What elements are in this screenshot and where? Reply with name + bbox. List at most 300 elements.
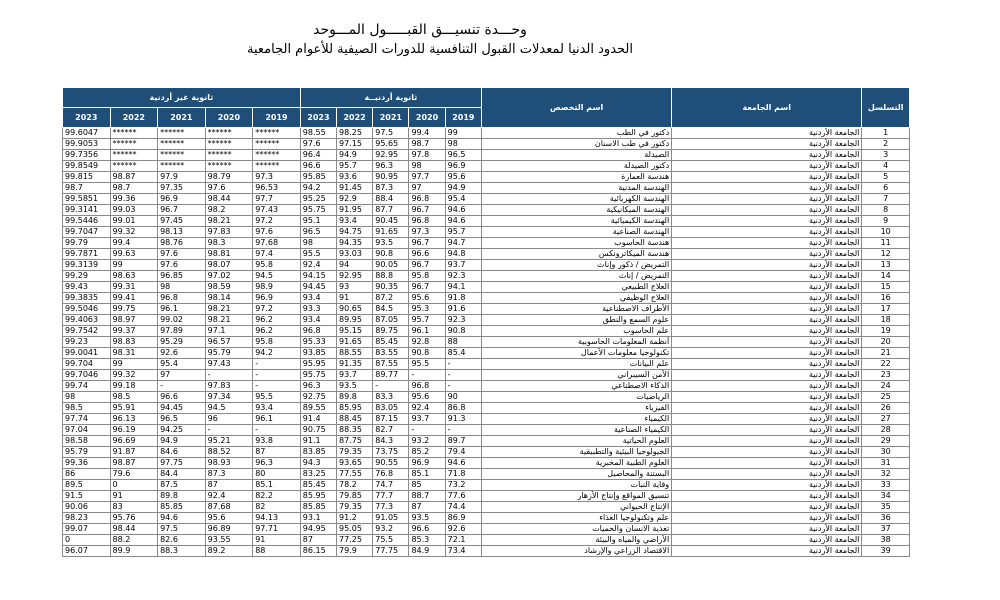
jordanian-value: 96.5 — [300, 227, 336, 238]
major-name: هندسة الحاسوب — [481, 238, 671, 249]
jordanian-value: 83.05 — [373, 403, 409, 414]
serial-number: 20 — [862, 337, 910, 348]
non-jordanian-value: 99.9053 — [63, 139, 111, 150]
serial-number: 4 — [862, 161, 910, 172]
non-jordanian-value: 82.2 — [253, 491, 301, 502]
jordanian-value: 89.75 — [373, 326, 409, 337]
jordanian-value: 84.9 — [409, 546, 445, 557]
table-row — [63, 150, 910, 161]
jordanian-value: 91 — [337, 293, 373, 304]
table-row — [63, 172, 910, 183]
non-jordanian-value: 88 — [253, 546, 301, 557]
non-jordanian-value: 84.4 — [158, 469, 206, 480]
non-jordanian-value: 98.3 — [205, 238, 253, 249]
non-jordanian-value: 97.2 — [253, 216, 301, 227]
non-jordanian-value: 99.37 — [110, 326, 158, 337]
major-name: تغذية الانسان والحميات — [481, 524, 671, 535]
jordanian-value: 90.55 — [373, 458, 409, 469]
jordanian-value: 93.4 — [337, 216, 373, 227]
major-name: الإنتاج الحيواني — [481, 502, 671, 513]
non-jordanian-value: 97.6 — [205, 183, 253, 194]
jordanian-value: 93.1 — [300, 513, 336, 524]
non-jordanian-value: 95.5 — [253, 392, 301, 403]
jordanian-value: 83.85 — [300, 447, 336, 458]
university-name: الجامعة الأردنية — [672, 227, 862, 238]
university-name: الجامعة الأردنية — [672, 491, 862, 502]
non-jordanian-value: 85.85 — [158, 502, 206, 513]
non-jordanian-value: 97.34 — [205, 392, 253, 403]
university-name: الجامعة الأردنية — [672, 469, 862, 480]
serial-number: 9 — [862, 216, 910, 227]
table-row — [63, 337, 910, 348]
jordanian-value: 96.5 — [445, 150, 481, 161]
non-jordanian-value: 99.32 — [110, 227, 158, 238]
university-name: الجامعة الأردنية — [672, 535, 862, 546]
non-jordanian-value: 91.87 — [110, 447, 158, 458]
non-jordanian-value: 98.97 — [110, 315, 158, 326]
jordanian-value: 88.45 — [337, 414, 373, 425]
jordanian-value: 93.7 — [445, 260, 481, 271]
jordanian-value: 87.3 — [373, 183, 409, 194]
col-major: اسم التخصص — [481, 88, 671, 128]
jordanian-value: 93.5 — [409, 513, 445, 524]
non-jordanian-value: 98.07 — [205, 260, 253, 271]
major-name: البستنة والمحاصيل — [481, 469, 671, 480]
jordanian-value: 92.9 — [337, 194, 373, 205]
major-name: العلوم الطبية المخبرية — [481, 458, 671, 469]
jordanian-value: 90 — [445, 392, 481, 403]
non-jordanian-value: 85.1 — [253, 480, 301, 491]
jordanian-value: 92.4 — [300, 260, 336, 271]
serial-number: 32 — [862, 469, 910, 480]
jordanian-value: 93.7 — [409, 414, 445, 425]
university-name: الجامعة الأردنية — [672, 271, 862, 282]
university-name: الجامعة الأردنية — [672, 337, 862, 348]
non-jordanian-value: 99.3141 — [63, 205, 111, 216]
jordanian-value: 93.7 — [337, 370, 373, 381]
jordanian-value: 94.45 — [300, 282, 336, 293]
jordanian-value: - — [445, 370, 481, 381]
university-name: الجامعة الأردنية — [672, 436, 862, 447]
major-name: الهندسة الصناعية — [481, 227, 671, 238]
university-name: الجامعة الأردنية — [672, 370, 862, 381]
serial-number: 39 — [862, 546, 910, 557]
non-jordanian-value: 93.4 — [253, 403, 301, 414]
jordanian-value: 87.7 — [373, 205, 409, 216]
non-jordanian-value: 97.74 — [63, 414, 111, 425]
non-jordanian-value: 98.44 — [110, 524, 158, 535]
major-name: العلاج الوظيفي — [481, 293, 671, 304]
serial-number: 3 — [862, 150, 910, 161]
jordanian-value: 77.75 — [373, 546, 409, 557]
non-jordanian-value: 92.4 — [205, 491, 253, 502]
university-name: الجامعة الأردنية — [672, 546, 862, 557]
jordanian-value: 95.4 — [445, 194, 481, 205]
table-row — [63, 436, 910, 447]
jordanian-value: 96.6 — [300, 161, 336, 172]
non-jordanian-value: 99.41 — [110, 293, 158, 304]
non-jordanian-value: 0 — [110, 480, 158, 491]
year-header: 2019 — [445, 108, 481, 128]
jordanian-value: 88.35 — [337, 425, 373, 436]
table-row — [63, 139, 910, 150]
non-jordanian-value: ****** — [110, 139, 158, 150]
serial-number: 27 — [862, 414, 910, 425]
jordanian-value: 95.95 — [300, 359, 336, 370]
major-name: هندسة الميكاترونكس — [481, 249, 671, 260]
table-row — [63, 128, 910, 139]
non-jordanian-value: - — [253, 370, 301, 381]
jordanian-value: 98 — [300, 238, 336, 249]
non-jordanian-value: 99.7871 — [63, 249, 111, 260]
jordanian-value: 93.3 — [300, 304, 336, 315]
page-title: وحـــدة تنسيـــق القبـــــول المـــوحد — [313, 22, 527, 38]
serial-number: 29 — [862, 436, 910, 447]
jordanian-value: 91.8 — [445, 293, 481, 304]
non-jordanian-value: 99.79 — [63, 238, 111, 249]
table-row — [63, 194, 910, 205]
jordanian-value: 77.25 — [337, 535, 373, 546]
non-jordanian-value: 99.7046 — [63, 370, 111, 381]
jordanian-value: 74.4 — [445, 502, 481, 513]
jordanian-value: 89.7 — [445, 436, 481, 447]
jordanian-value: 95.25 — [300, 194, 336, 205]
non-jordanian-value: - — [205, 370, 253, 381]
jordanian-value: 90.95 — [373, 172, 409, 183]
non-jordanian-value: 97.4 — [253, 249, 301, 260]
jordanian-value: 77.3 — [373, 502, 409, 513]
jordanian-value: 72.1 — [445, 535, 481, 546]
non-jordanian-value: 86 — [63, 469, 111, 480]
jordanian-value: 94.6 — [445, 216, 481, 227]
table-row — [63, 480, 910, 491]
jordanian-value: 88.8 — [373, 271, 409, 282]
jordanian-value: 94.95 — [300, 524, 336, 535]
jordanian-value: 93 — [337, 282, 373, 293]
jordanian-value: 77.55 — [337, 469, 373, 480]
jordanian-value: 94.7 — [445, 238, 481, 249]
major-name: أنظمة المعلومات الحاسوبية — [481, 337, 671, 348]
non-jordanian-value: ****** — [158, 139, 206, 150]
university-name: الجامعة الأردنية — [672, 183, 862, 194]
serial-number: 36 — [862, 513, 910, 524]
non-jordanian-value: 97 — [158, 370, 206, 381]
jordanian-value: 89.77 — [373, 370, 409, 381]
non-jordanian-value: 99.7047 — [63, 227, 111, 238]
non-jordanian-value: 87 — [205, 480, 253, 491]
jordanian-value: 73.4 — [445, 546, 481, 557]
major-name: التمريض / ذكور وإناث — [481, 260, 671, 271]
non-jordanian-value: 97.9 — [158, 172, 206, 183]
jordanian-value: 95.8 — [409, 271, 445, 282]
jordanian-value: 83.3 — [373, 392, 409, 403]
non-jordanian-value: 96.85 — [158, 271, 206, 282]
jordanian-value: 84.5 — [373, 304, 409, 315]
serial-number: 7 — [862, 194, 910, 205]
non-jordanian-value: 97.89 — [158, 326, 206, 337]
non-jordanian-value: 99.815 — [63, 172, 111, 183]
serial-number: 13 — [862, 260, 910, 271]
table-row — [63, 381, 910, 392]
serial-number: 6 — [862, 183, 910, 194]
serial-number: 21 — [862, 348, 910, 359]
non-jordanian-value: 99.74 — [63, 381, 111, 392]
jordanian-value: 85.4 — [445, 348, 481, 359]
non-jordanian-value: 99 — [110, 260, 158, 271]
jordanian-value: 92.8 — [409, 337, 445, 348]
jordanian-value: 88.55 — [337, 348, 373, 359]
non-jordanian-value: 98.81 — [205, 249, 253, 260]
non-jordanian-value: 99.36 — [110, 194, 158, 205]
university-name: الجامعة الأردنية — [672, 326, 862, 337]
jordanian-value: 85.95 — [300, 491, 336, 502]
major-name: العلوم الحياتية — [481, 436, 671, 447]
jordanian-value: 90.8 — [445, 326, 481, 337]
non-jordanian-value: 98.7 — [63, 183, 111, 194]
non-jordanian-value: ****** — [253, 150, 301, 161]
jordanian-value: 95.6 — [409, 293, 445, 304]
non-jordanian-value: 95.29 — [158, 337, 206, 348]
non-jordanian-value: 99 — [110, 359, 158, 370]
jordanian-value: 93.2 — [373, 524, 409, 535]
jordanian-value: 91.6 — [445, 304, 481, 315]
non-jordanian-value: 98.21 — [205, 304, 253, 315]
major-name: الأطراف الاصطناعية — [481, 304, 671, 315]
jordanian-value: 97.5 — [373, 128, 409, 139]
jordanian-value: 85.45 — [300, 480, 336, 491]
table-row — [63, 535, 910, 546]
university-name: الجامعة الأردنية — [672, 458, 862, 469]
jordanian-value: 83.25 — [300, 469, 336, 480]
jordanian-value: 92.4 — [409, 403, 445, 414]
table-row — [63, 491, 910, 502]
non-jordanian-value: 87 — [253, 447, 301, 458]
non-jordanian-value: 97.75 — [158, 458, 206, 469]
non-jordanian-value: 99.07 — [63, 524, 111, 535]
jordanian-value: 79.35 — [337, 502, 373, 513]
non-jordanian-value: 97.6 — [253, 227, 301, 238]
jordanian-value: 85.3 — [409, 535, 445, 546]
non-jordanian-value: 98.44 — [205, 194, 253, 205]
non-jordanian-value: 98.21 — [205, 315, 253, 326]
non-jordanian-value: 90.06 — [63, 502, 111, 513]
non-jordanian-value: 94.5 — [205, 403, 253, 414]
university-name: الجامعة الأردنية — [672, 304, 862, 315]
jordanian-value: 96.9 — [445, 161, 481, 172]
major-name: العلاج الطبيعي — [481, 282, 671, 293]
serial-number: 26 — [862, 403, 910, 414]
jordanian-value: 91.65 — [373, 227, 409, 238]
non-jordanian-value: 98.2 — [205, 205, 253, 216]
non-jordanian-value: ****** — [158, 161, 206, 172]
non-jordanian-value: 88.3 — [158, 546, 206, 557]
jordanian-value: 93.6 — [337, 172, 373, 183]
non-jordanian-value: ****** — [110, 150, 158, 161]
non-jordanian-value: - — [158, 381, 206, 392]
jordanian-value: 98.7 — [409, 139, 445, 150]
non-jordanian-value: ****** — [158, 128, 206, 139]
jordanian-value: 96.7 — [409, 238, 445, 249]
jordanian-value: 95.3 — [409, 304, 445, 315]
non-jordanian-value: 92.6 — [158, 348, 206, 359]
non-jordanian-value: ****** — [205, 128, 253, 139]
jordanian-value: 97.8 — [409, 150, 445, 161]
jordanian-value: 95.7 — [337, 161, 373, 172]
non-jordanian-value: 91 — [253, 535, 301, 546]
jordanian-value: 99 — [445, 128, 481, 139]
jordanian-value: 90.8 — [373, 249, 409, 260]
major-name: علم وتكنولوجيا الغذاء — [481, 513, 671, 524]
major-name: وقاية النبات — [481, 480, 671, 491]
non-jordanian-value: 95.79 — [205, 348, 253, 359]
jordanian-value: 85.95 — [337, 403, 373, 414]
non-jordanian-value: 89.2 — [205, 546, 253, 557]
jordanian-value: 78.2 — [337, 480, 373, 491]
non-jordanian-value: 95.4 — [158, 359, 206, 370]
jordanian-value: 94.75 — [337, 227, 373, 238]
jordanian-value: - — [409, 370, 445, 381]
non-jordanian-value: 98.5 — [63, 403, 111, 414]
jordanian-value: 91.45 — [337, 183, 373, 194]
jordanian-value: 86.9 — [445, 513, 481, 524]
serial-number: 25 — [862, 392, 910, 403]
table-row — [63, 392, 910, 403]
serial-number: 23 — [862, 370, 910, 381]
group-non-jordanian: ثانوية غير أردنية — [63, 88, 301, 108]
year-header: 2019 — [253, 108, 301, 128]
serial-number: 35 — [862, 502, 910, 513]
university-name: الجامعة الأردنية — [672, 282, 862, 293]
major-name: علم الحاسوب — [481, 326, 671, 337]
university-name: الجامعة الأردنية — [672, 359, 862, 370]
serial-number: 15 — [862, 282, 910, 293]
non-jordanian-value: 96 — [205, 414, 253, 425]
major-name: دكتور في الطب — [481, 128, 671, 139]
major-name: الذكاء الاصطناعي — [481, 381, 671, 392]
serial-number: 22 — [862, 359, 910, 370]
non-jordanian-value: 97.71 — [253, 524, 301, 535]
jordanian-value: 96.7 — [409, 205, 445, 216]
non-jordanian-value: 99.5851 — [63, 194, 111, 205]
university-name: الجامعة الأردنية — [672, 513, 862, 524]
jordanian-value: 87.15 — [373, 414, 409, 425]
non-jordanian-value: 99.0041 — [63, 348, 111, 359]
university-name: الجامعة الأردنية — [672, 480, 862, 491]
table-row — [63, 260, 910, 271]
major-name: الجيولوجيا البيئية والتطبيقية — [481, 447, 671, 458]
table-row — [63, 304, 910, 315]
non-jordanian-value: ****** — [205, 150, 253, 161]
major-name: الأراضي والمياه والبيئة — [481, 535, 671, 546]
jordanian-value: 92.75 — [300, 392, 336, 403]
non-jordanian-value: 93.55 — [205, 535, 253, 546]
non-jordanian-value: 93.8 — [253, 436, 301, 447]
non-jordanian-value: 94.6 — [158, 513, 206, 524]
non-jordanian-value: 99.23 — [63, 337, 111, 348]
non-jordanian-value: 89.5 — [63, 480, 111, 491]
table-row — [63, 227, 910, 238]
non-jordanian-value: 99.6047 — [63, 128, 111, 139]
jordanian-value: 98 — [409, 161, 445, 172]
non-jordanian-value: 97.2 — [253, 304, 301, 315]
non-jordanian-value: 99.36 — [63, 458, 111, 469]
non-jordanian-value: 98.9 — [253, 282, 301, 293]
table-row — [63, 315, 910, 326]
non-jordanian-value: 97.43 — [205, 359, 253, 370]
non-jordanian-value: 95.76 — [110, 513, 158, 524]
jordanian-value: 95.7 — [445, 227, 481, 238]
non-jordanian-value: 96.1 — [253, 414, 301, 425]
non-jordanian-value: - — [253, 359, 301, 370]
university-name: الجامعة الأردنية — [672, 348, 862, 359]
serial-number: 17 — [862, 304, 910, 315]
table-row — [63, 370, 910, 381]
non-jordanian-value: 99.7542 — [63, 326, 111, 337]
major-name: الهندسة الميكانيكية — [481, 205, 671, 216]
non-jordanian-value: 97.83 — [205, 381, 253, 392]
table-row — [63, 249, 910, 260]
jordanian-value: 93.4 — [300, 315, 336, 326]
table-row — [63, 161, 910, 172]
jordanian-value: 91.95 — [337, 205, 373, 216]
jordanian-value: 84.3 — [373, 436, 409, 447]
jordanian-value: 95.5 — [409, 359, 445, 370]
non-jordanian-value: 96.19 — [110, 425, 158, 436]
non-jordanian-value: 96.53 — [253, 183, 301, 194]
non-jordanian-value: 99.3139 — [63, 260, 111, 271]
non-jordanian-value: 98 — [63, 392, 111, 403]
jordanian-value: 90.8 — [409, 348, 445, 359]
non-jordanian-value: 95.21 — [205, 436, 253, 447]
university-name: الجامعة الأردنية — [672, 238, 862, 249]
jordanian-value: 94.6 — [445, 205, 481, 216]
jordanian-value: 94.9 — [445, 183, 481, 194]
non-jordanian-value: ****** — [253, 139, 301, 150]
table-body — [63, 128, 910, 557]
jordanian-value: 87 — [300, 535, 336, 546]
non-jordanian-value: ****** — [253, 128, 301, 139]
university-name: الجامعة الأردنية — [672, 524, 862, 535]
table-row — [63, 458, 910, 469]
non-jordanian-value: - — [253, 381, 301, 392]
non-jordanian-value: 98.79 — [205, 172, 253, 183]
university-name: الجامعة الأردنية — [672, 194, 862, 205]
jordanian-value: 92.3 — [445, 315, 481, 326]
jordanian-value: 91.1 — [300, 436, 336, 447]
major-name: تنسيق المواقع وإنتاج الأزهار — [481, 491, 671, 502]
non-jordanian-value: 95.79 — [63, 447, 111, 458]
jordanian-value: 87.75 — [337, 436, 373, 447]
serial-number: 16 — [862, 293, 910, 304]
jordanian-value: 90.75 — [300, 425, 336, 436]
non-jordanian-value: 97.83 — [205, 227, 253, 238]
table-row — [63, 414, 910, 425]
jordanian-value: 92.95 — [373, 150, 409, 161]
serial-number: 14 — [862, 271, 910, 282]
non-jordanian-value: 91.5 — [63, 491, 111, 502]
non-jordanian-value: 99.43 — [63, 282, 111, 293]
university-name: الجامعة الأردنية — [672, 447, 862, 458]
jordanian-value: 92.95 — [337, 271, 373, 282]
non-jordanian-value: 94.9 — [158, 436, 206, 447]
non-jordanian-value: 96.1 — [158, 304, 206, 315]
table-row — [63, 183, 910, 194]
jordanian-value: 95.6 — [409, 392, 445, 403]
non-jordanian-value: 97.45 — [158, 216, 206, 227]
jordanian-value: - — [373, 381, 409, 392]
table-row — [63, 216, 910, 227]
jordanian-value: 96.7 — [409, 282, 445, 293]
